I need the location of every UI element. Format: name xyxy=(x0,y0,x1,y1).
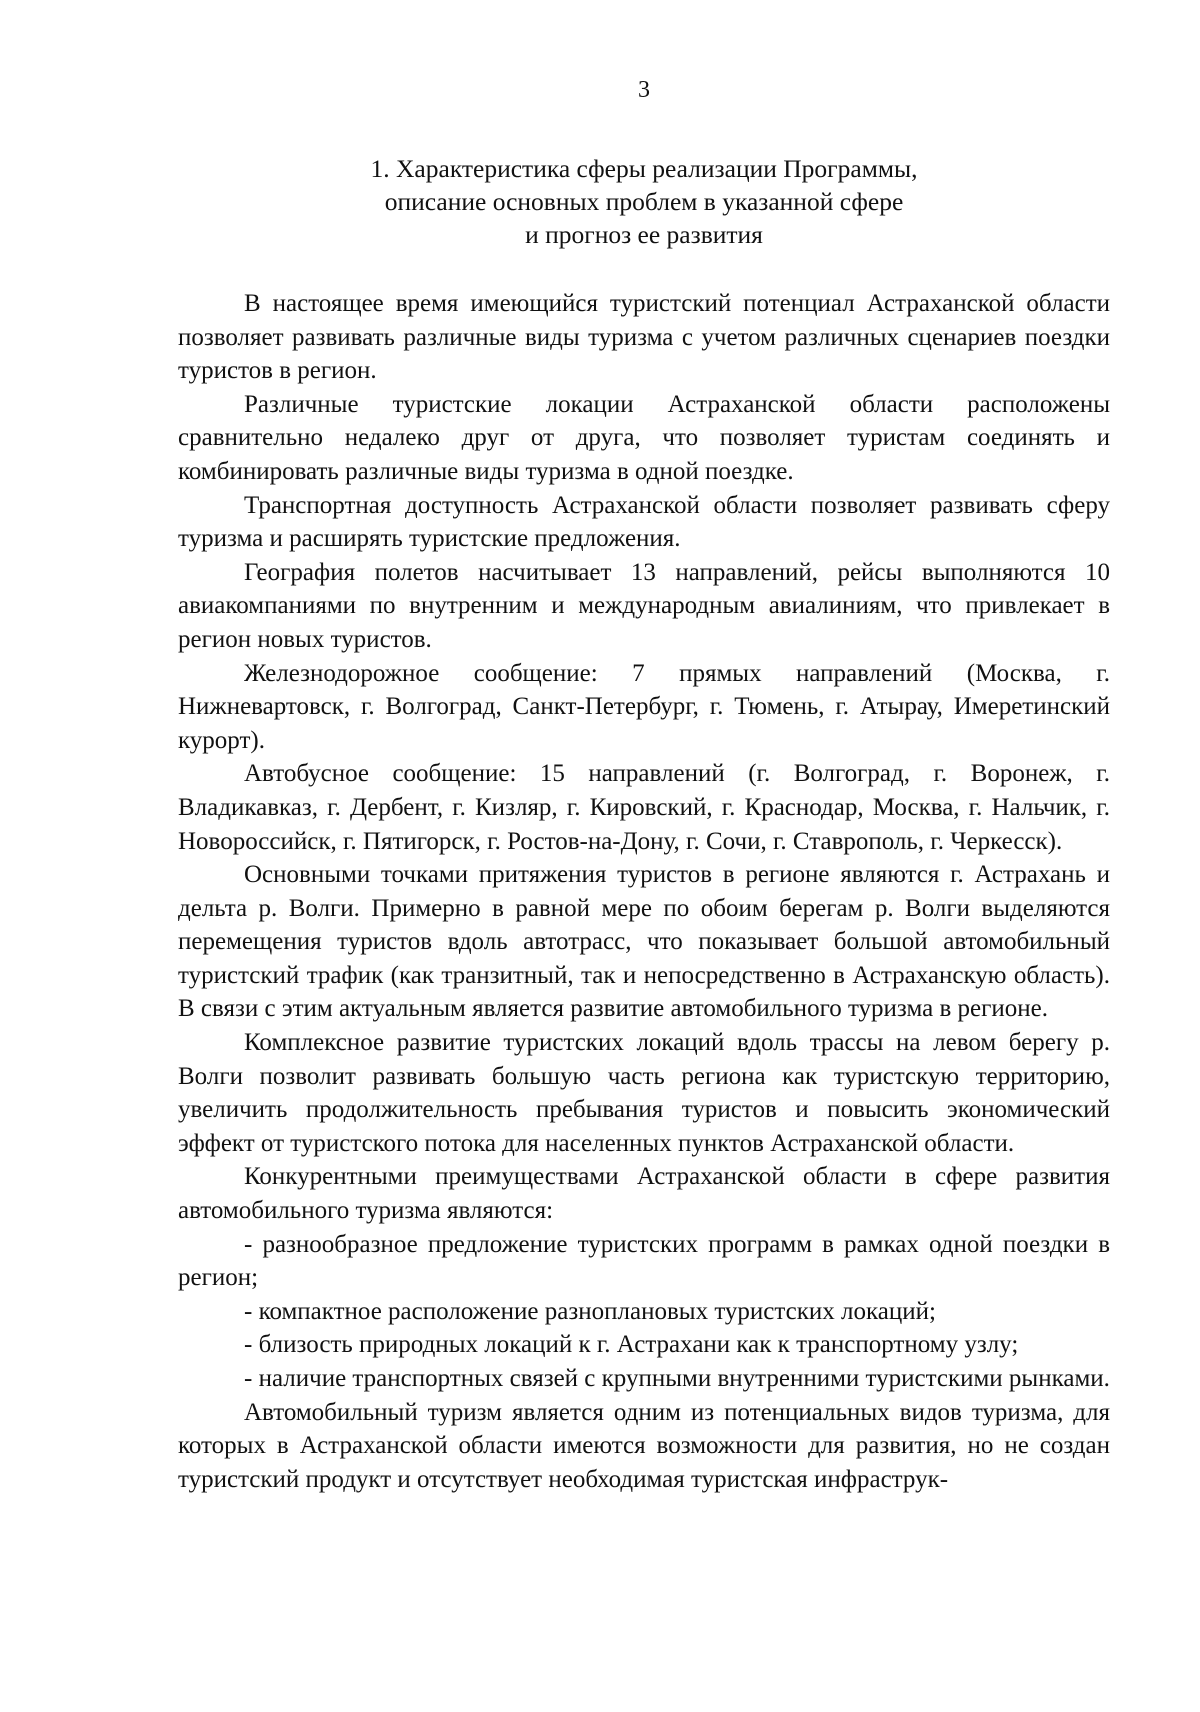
section-heading-line-3: и прогноз ее развития xyxy=(525,220,763,249)
paragraph-flight-geography: География полетов насчитывает 13 направлений, рейсы выполняются 10 авиакомпаниями по внутренним и международным авиалиниям, что привлекает в регион новых туристов. xyxy=(178,558,1110,653)
paragraph-bus-service: Автобусное сообщение: 15 направлений (г. Волгоград, г. Воронеж, г. Владикавказ, г. Дербент, г. Кизляр, г. Кировский, г. Краснодар, Москва, г. Нальчик, г. Новороссийск, г. Пятигорск, г. Ростов-на-Дону, г. Сочи, г. Ставрополь, г. Черкесск). xyxy=(178,760,1110,855)
paragraph-transport-accessibility: Транспортная доступность Астраханской области позволяет развивать сферу туризма и расширять туристские предложения. xyxy=(178,491,1110,553)
paragraph-tourist-locations: Различные туристские локации Астраханской области расположены сравнительно недалеко друг от друга, что позволяет туристам соединять и комбинировать различные виды туризма в одной поездке. xyxy=(178,390,1110,485)
paragraph-attraction-points: Основными точками притяжения туристов в регионе являются г. Астрахань и дельта р. Волги. Примерно в равной мере по обоим берегам р. Волги выделяются перемещения туристов вдоль автотрасс, что показывает большой автомобильный туристский трафик (как транзитный, так и непосредственно в Астраханскую область). В связи с этим актуальным является развитие автомобильного туризма в регионе. xyxy=(178,861,1110,1023)
list-item-transport-links: - наличие транспортных связей с крупными внутренними туристскими рынками. xyxy=(244,1365,1110,1392)
document-body xyxy=(178,287,1110,1496)
section-heading xyxy=(178,152,1110,251)
page-number: 3 xyxy=(638,77,650,103)
section-heading-line-2: описание основных проблем в указанной сфере xyxy=(384,187,904,216)
list-item-compact-locations: - компактное расположение разноплановых туристских локаций; xyxy=(244,1297,936,1325)
list-item-natural-locations: - близость природных локаций к г. Астрахани как к транспортному узлу; xyxy=(244,1331,1019,1359)
paragraph-railway-service: Железнодорожное сообщение: 7 прямых направлений (Москва, г. Нижневартовск, г. Волгоград, Санкт-Петербург, г. Тюмень, г. Атырау, Имеретинский курорт). xyxy=(178,659,1110,754)
paragraph-tourism-potential: В настоящее время имеющийся туристский потенциал Астраханской области позволяет развивать различные виды туризма с учетом различных сценариев поездки туристов в регион. xyxy=(178,290,1110,385)
section-heading-line-1: 1. Характеристика сферы реализации Программы, xyxy=(370,154,918,183)
paragraph-automobile-tourism: Автомобильный туризм является одним из потенциальных видов туризма, для которых в Астраханской области имеются возможности для развития, но не создан туристский продукт и отсутствует необходимая туристская инфраструк- xyxy=(178,1398,1110,1493)
paragraph-complex-development: Комплексное развитие туристских локаций вдоль трассы на левом берегу р. Волги позволит развивать большую часть региона как туристскую территорию, увеличить продолжительность пребывания туристов и повысить экономический эффект от туристского потока для населенных пунктов Астраханской области. xyxy=(178,1029,1110,1157)
paragraph-competitive-advantages: Конкурентными преимуществами Астраханской области в сфере развития автомобильного туризма являются: xyxy=(178,1163,1110,1225)
list-item-program-variety: - разнообразное предложение туристских программ в рамках одной поездки в регион; xyxy=(178,1230,1110,1292)
